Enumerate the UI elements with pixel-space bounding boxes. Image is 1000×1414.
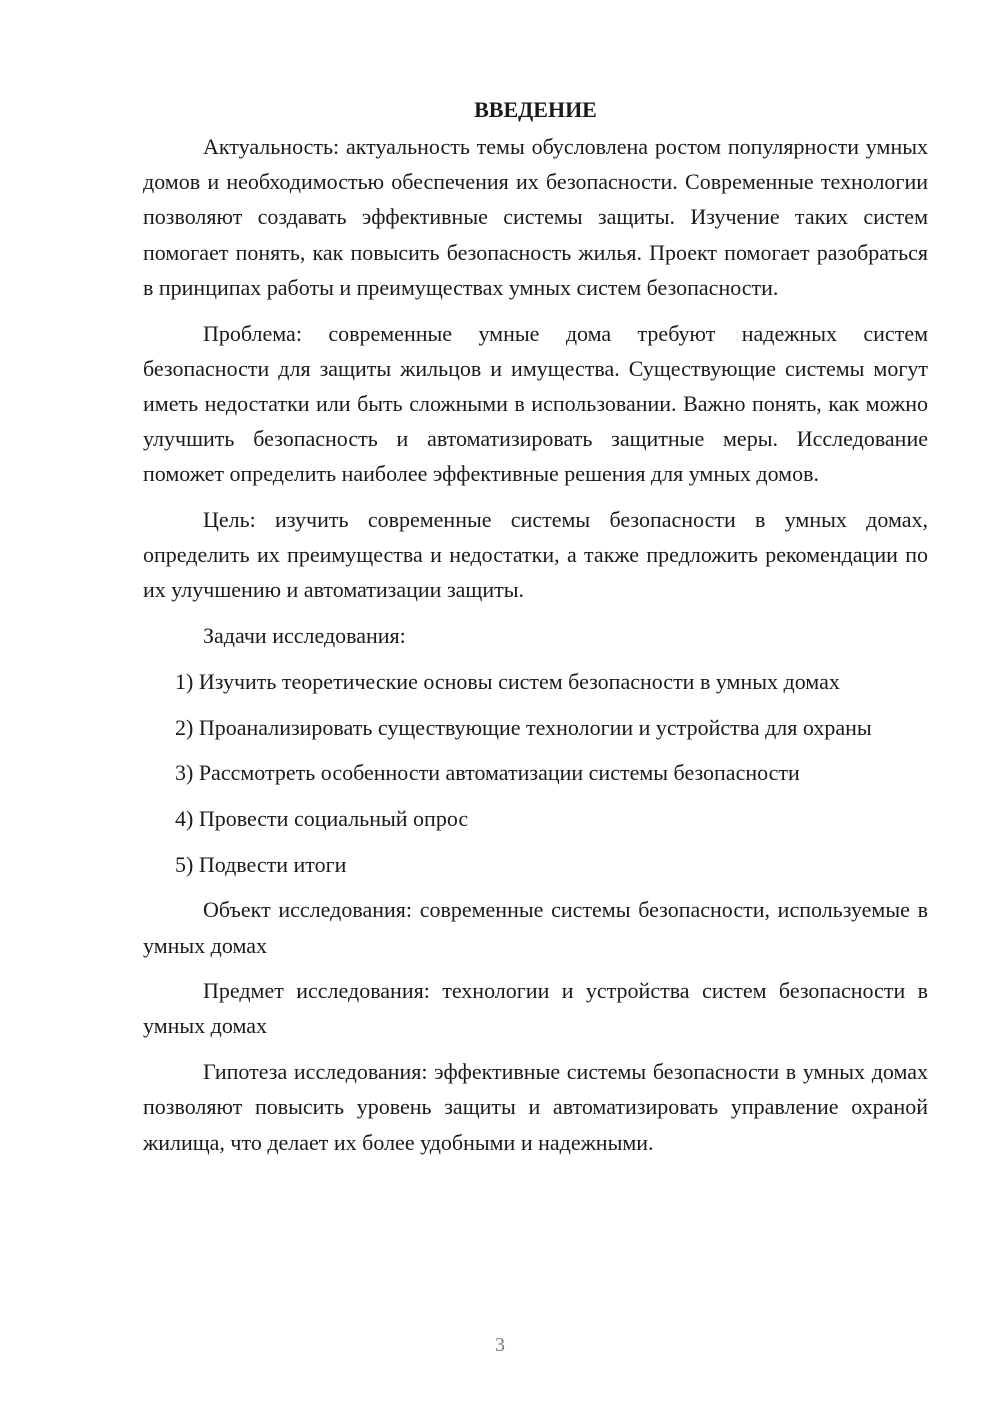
page-title: ВВЕДЕНИЕ (474, 97, 597, 122)
document-page (143, 92, 928, 1170)
paragraph-goal: Цель: изучить современные системы безопасности в умных домах, определить их преимущества и недостатки, а также предложить рекомендации по их улучшению и автоматизации защиты. (143, 507, 928, 603)
paragraph-tasks-heading: Задачи исследования: (203, 623, 406, 649)
paragraph-relevance: Актуальность: актуальность темы обусловлена ростом популярности умных домов и необходимостью обеспечения их безопасности. Современные технологии позволяют создавать эффективные системы защиты. Изучение таких систем помогает понять, как повысить безопасность жилья. Проект помогает разобраться в принципах работы и преимуществах умных систем безопасности. (143, 134, 928, 300)
task-list (143, 664, 928, 882)
list-item: 3) Рассмотреть особенности автоматизации системы безопасности (175, 760, 800, 786)
list-item: 2) Проанализировать существующие технологии и устройства для охраны (175, 714, 872, 740)
list-item: 1) Изучить теоретические основы систем безопасности в умных домах (175, 668, 840, 694)
paragraph-object: Объект исследования: современные системы безопасности, используемые в умных домах (143, 897, 928, 958)
paragraph-hypothesis: Гипотеза исследования: эффективные системы безопасности в умных домах позволяют повысить уровень защиты и автоматизировать управление охраной жилища, что делает их более удобными и надежными. (143, 1059, 928, 1155)
paragraph-problem: Проблема: современные умные дома требуют надежных систем безопасности для защиты жильцов и имущества. Существующие системы могут иметь недостатки или быть сложными в использовании. Важно понять, как можно улучшить безопасность и автоматизировать защитные меры. Исследование поможет определить наиболее эффективные решения для умных домов. (143, 320, 928, 487)
paragraph-subject: Предмет исследования: технологии и устройства систем безопасности в умных домах (143, 978, 928, 1039)
page-number: 3 (495, 1334, 505, 1356)
list-item: 5) Подвести итоги (175, 851, 347, 877)
list-item: 4) Провести социальный опрос (175, 805, 469, 831)
